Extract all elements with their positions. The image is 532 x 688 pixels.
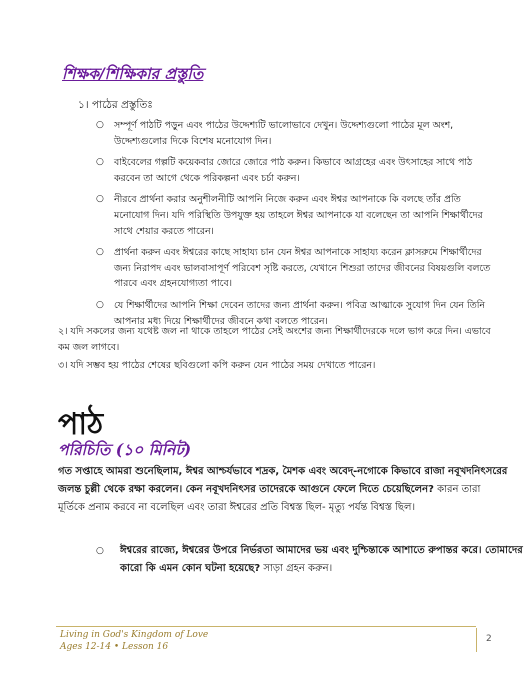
hollow-circle-bullet-icon: ○ <box>96 247 104 258</box>
teacher-preparation-heading: শিক্ষক/শিক্ষিকার প্রস্তুতি <box>62 64 204 83</box>
page-number-divider <box>476 628 477 652</box>
hollow-circle-bullet-icon: ○ <box>96 546 104 556</box>
list-item: ○ বাইবেলের গল্পটি কয়েকবার জোরে জোরে পাঠ করুন। কিভাবে আগ্রহের এবং উৎসাহের সাথে পাঠ করবেন তা আগে থেকে পরিকল্পনা এবং চর্চা করুন। <box>96 157 473 184</box>
lesson-title: পাঠ <box>58 407 104 442</box>
question-bold-text: ঈশ্বরের রাজ্যে, ঈশ্বরের উপরে নির্ভরতা আমাদের ভয় এবং দুশ্চিন্তাকে আশাতে রুপান্তর করে। তোমাদের কারো কি এমন কোন ঘটনা হয়েছে? <box>120 545 523 574</box>
footer-curriculum-title: Living in God's Kingdom of Love <box>60 630 209 640</box>
footer-divider <box>56 626 476 627</box>
introduction-heading: পরিচিতি (১০ মিনিট) <box>58 440 192 459</box>
discussion-question <box>96 542 530 578</box>
footer-lesson-info: Ages 12-14 • Lesson 16 <box>60 642 169 652</box>
hollow-circle-bullet-icon: ○ <box>96 120 104 130</box>
introduction-bold-text: গত সপ্তাহে আমরা শুনেছিলাম, ঈশ্বর আশ্চর্যভাবে শদ্রক, মৈশক এবং অবেদ্‌-নগোকে কিভাবে রাজা নবূখদনিৎসরের জলন্ত চুল্লী থেকে রক্ষা করলেন। কেন নবূখদনিৎসর তাদেরকে আগুনে ফেলে দিতে চেয়েছিলেন? <box>58 466 508 495</box>
hollow-circle-bullet-icon: ○ <box>96 157 104 168</box>
hollow-circle-bullet-icon: ○ <box>96 299 104 310</box>
page-number: 2 <box>486 634 492 644</box>
footer <box>60 629 208 653</box>
preparation-step-3: ৩। যদি সম্ভব হয় পাঠের শেষের ছবিগুলো কপি করুন যেন পাঠের সময় দেখাতে পারেন। <box>58 360 376 371</box>
list-item: ○ যে শিক্ষার্থীদের আপনি শিক্ষা দেবেন তাদের জন্য প্রার্থনা করুন। পবিত্র আত্মাকে সুযোগ দিন যেন তিনি আপনার মধ্য দিয়ে শিক্ষার্থীদের জীবনে কথা বলতে পারেন। <box>96 299 485 327</box>
lesson-preparation-label: ১। পাঠের প্রস্তুতিঃ <box>78 99 153 111</box>
introduction-plain-text: কারন তারা মূর্তিকে প্রনাম করবে না বলেছিল এবং তারা ঈশ্বরের প্রতি বিশ্বস্ত ছিল- মৃত্যু পর্যন্ত বিশ্বস্ত ছিল। <box>58 483 481 513</box>
question-instruction-text: সাড়া গ্রহন করুন। <box>260 563 333 574</box>
hollow-circle-bullet-icon: ○ <box>96 194 104 205</box>
list-item: ○ সম্পূর্ণ পাঠটি পড়ুন এবং পাঠের উদ্দেশ্যটি ভালোভাবে দেখুন। উদ্দেশ্যগুলো পাঠের মূল অংশ, উদ্দেশ্যগুলোর দিকে বিশেষ মনোযোগ দিন। <box>96 120 454 147</box>
preparation-step-2: ২। যদি সকলের জন্য যথেষ্ট জল না থাকে তাহলে পাঠের সেই অংশের জন্য শিক্ষার্থীদেরকে দলে ভাগ করে দিন। এভাবে কম জল লাগবে। <box>58 326 491 353</box>
introduction-paragraph <box>58 463 508 516</box>
list-item: ○ প্রার্থনা করুন এবং ঈশ্বরের কাছে সাহায্য চান যেন ঈশ্বর আপনাকে সাহায্য করেন ক্লাসরুমে শিক্ষার্থীদের জন্য নিরাপদ এবং ভালবাসাপূর্ণ পরিবেশ সৃষ্টি করতে, যেখানে শিশুরা তাদের জীবনের বিষয়গুলি বলতে পারবে এবং গ্রহনযোগ্যতা পাবে। <box>96 247 491 290</box>
preparation-bullet-list <box>96 118 496 335</box>
list-item: ○ নীরবে প্রার্থনা করার অনুশীলনীটি আপনি নিজে করুন এবং ঈশ্বর আপনাকে কি বলছে তাঁর প্রতি মনোযোগ দিন। যদি পরিস্থিতি উপযুক্ত হয় তাহলে ঈশ্বর আপনাকে যা বলেছেন তা আপনি শিক্ষার্থীদের সাথে শেয়ার করতে পারেন। <box>96 194 483 237</box>
